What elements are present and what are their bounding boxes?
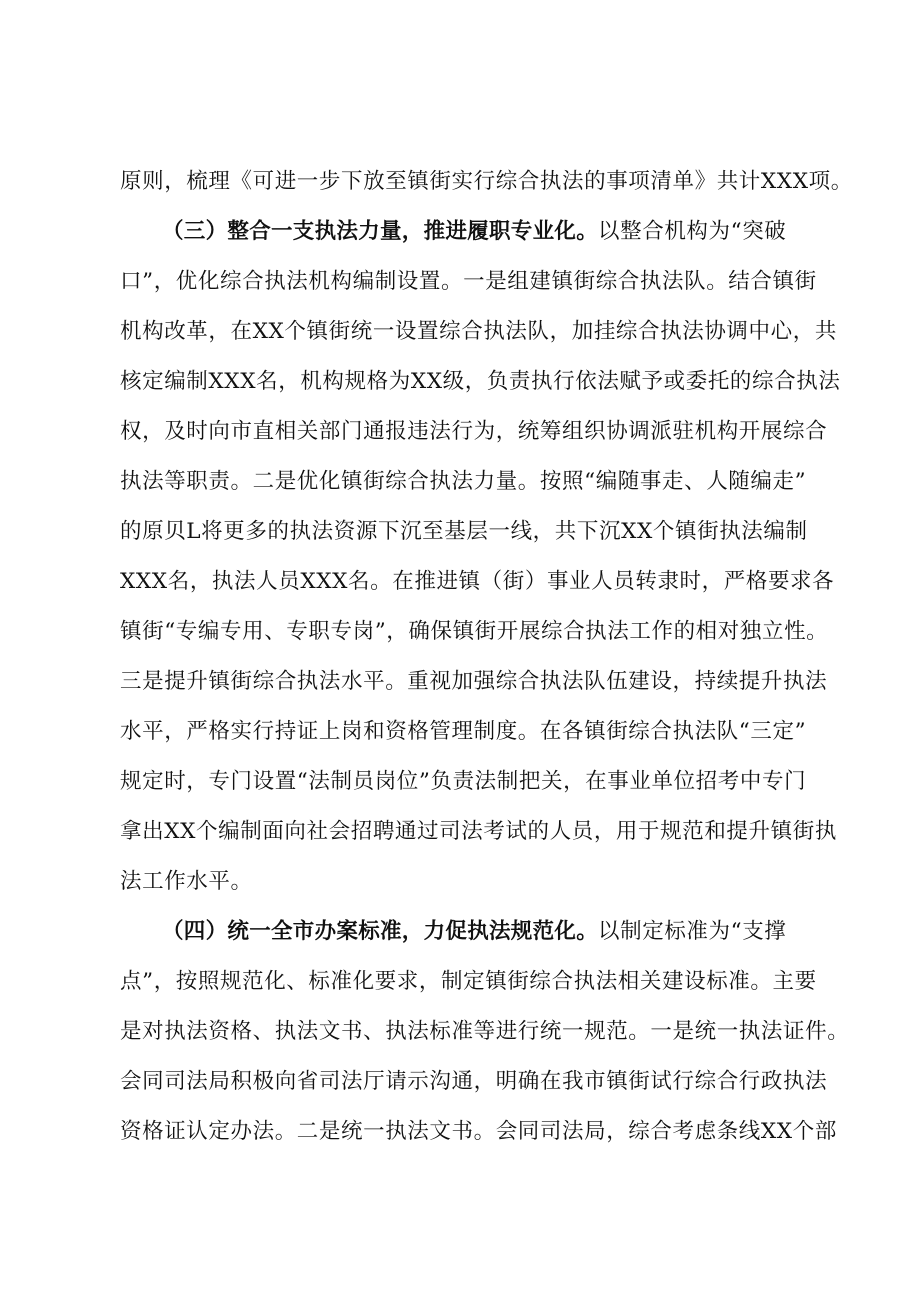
paragraph-line bbox=[120, 1062, 828, 1102]
line-text: 水平，严格实行持证上岗和资格管理制度。在各镇街综合执法队“三定” bbox=[120, 719, 807, 744]
paragraph-line bbox=[120, 862, 820, 902]
section-heading-4: （四）统一全市办案标准，力促执法规范化。 bbox=[162, 919, 599, 944]
line-text: 口”，优化综合执法机构编制设置。一是组建镇街综合执法队。结合镇街 bbox=[120, 269, 817, 294]
line-text: 资格证认定办法。二是统一执法文书。会同司法局，综合考虑条线XX个部 bbox=[120, 1119, 837, 1144]
line-text: XXX名，执法人员XXX名。在推进镇（街）事业人员转隶时，严格要求各 bbox=[120, 569, 835, 594]
paragraph-line bbox=[120, 812, 837, 852]
paragraph-line bbox=[120, 412, 828, 452]
line-text: 以制定标准为“支撑 bbox=[598, 919, 787, 944]
line-text: 是对执法资格、执法文书、执法标准等进行统一规范。一是统一执法证件。 bbox=[120, 1019, 850, 1044]
paragraph-line bbox=[120, 362, 841, 402]
line-text: 三是提升镇街综合执法水平。重视加强综合执法队伍建设，持续提升执法 bbox=[120, 669, 828, 694]
line-text: 核定编制XXX名，机构规格为XX级，负责执行依法赋予或委托的综合执法 bbox=[120, 369, 841, 394]
section-heading-3: （三）整合一支执法力量，推进履职专业化。 bbox=[162, 219, 599, 244]
line-text: 执法等职责。二是优化镇街综合执法力量。按照“编随事走、人随编走” bbox=[120, 469, 807, 494]
line-text: 法工作水平。 bbox=[120, 869, 253, 894]
paragraph-line bbox=[120, 1112, 837, 1152]
paragraph-line bbox=[120, 762, 820, 802]
paragraph-line bbox=[120, 162, 853, 202]
paragraph-line bbox=[120, 612, 829, 652]
line-text: 点”，按照规范化、标准化要求，制定镇街综合执法相关建设标准。主要 bbox=[120, 969, 817, 994]
paragraph-line bbox=[120, 962, 820, 1002]
paragraph-line bbox=[120, 562, 835, 602]
paragraph-line bbox=[120, 462, 820, 502]
line-text: 的原贝L将更多的执法资源下沉至基层一线，共下沉XX个镇街执法编制 bbox=[120, 519, 808, 544]
line-text: 拿出XX个编制面向社会招聘通过司法考试的人员，用于规范和提升镇街执 bbox=[120, 819, 837, 844]
paragraph-line bbox=[120, 262, 820, 302]
line-text: 规定时，专门设置“法制员岗位”负责法制把关，在事业单位招考中专门 bbox=[120, 769, 807, 794]
line-text: 原则，梳理《可进一步下放至镇街实行综合执法的事项清单》共计XXX项。 bbox=[120, 169, 853, 194]
paragraph-line bbox=[120, 662, 828, 702]
line-text: 会同司法局积极向省司法厅请示沟通，明确在我市镇街试行综合行政执法 bbox=[120, 1069, 828, 1094]
paragraph-line bbox=[120, 512, 820, 552]
section-heading-line bbox=[162, 912, 820, 952]
paragraph-line bbox=[120, 312, 837, 352]
line-text: 镇街“专编专用、专职专岗”，确保镇街开展综合执法工作的相对独立性。 bbox=[120, 619, 829, 644]
paragraph-line bbox=[120, 712, 820, 752]
line-text: 机构改革，在XX个镇街统一设置综合执法队，加挂综合执法协调中心，共 bbox=[120, 319, 837, 344]
paragraph-line bbox=[120, 1012, 850, 1052]
section-heading-line bbox=[162, 212, 820, 252]
line-text: 以整合机构为“突破 bbox=[598, 219, 787, 244]
line-text: 权，及时向市直相关部门通报违法行为，统筹组织协调派驻机构开展综合 bbox=[120, 419, 828, 444]
